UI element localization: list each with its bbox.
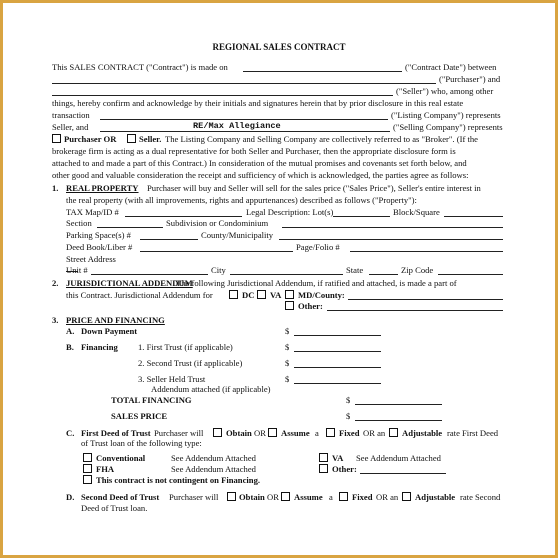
seller-held-trust-addendum: Addendum attached (if applicable): [151, 384, 271, 394]
total-financing-field[interactable]: [355, 404, 442, 405]
second-deed-purchaser-will: Purchaser will: [169, 492, 219, 502]
page-folio-label: Page/Folio #: [296, 242, 340, 252]
md-county-label: MD/County:: [298, 290, 345, 300]
second-trust-field[interactable]: [294, 367, 381, 368]
other-loan-label: Other:: [332, 464, 357, 474]
tax-map-label: TAX Map/ID #: [66, 207, 119, 217]
item-c-label: C.: [66, 428, 75, 438]
item-b-label: B.: [66, 342, 74, 352]
seller-name-field[interactable]: [52, 95, 393, 96]
fha-checkbox[interactable]: [83, 464, 92, 473]
first-deed-loan-type: of Trust loan of the following type:: [81, 438, 202, 448]
selling-company-field[interactable]: [100, 131, 390, 132]
purchaser-checkbox[interactable]: [52, 134, 61, 143]
fha-addendum: See Addendum Attached: [171, 464, 256, 474]
conventional-checkbox[interactable]: [83, 453, 92, 462]
total-financing-label: TOTAL FINANCING: [111, 395, 192, 405]
dc-label: DC: [242, 290, 255, 300]
second-deed-assume-label: Assume: [294, 492, 323, 502]
first-deed-or: OR: [254, 428, 266, 438]
contract-page: [3, 3, 555, 555]
second-deed-or-an: OR an: [376, 492, 399, 502]
va-label: VA: [270, 290, 282, 300]
conventional-addendum: See Addendum Attached: [171, 453, 256, 463]
zip-code-field[interactable]: [438, 274, 503, 275]
intro-line-4: things, hereby confirm and acknowledge by their initials and signatures herein that by prior disclosure in this real estate: [52, 98, 464, 108]
va-loan-label: VA: [332, 453, 344, 463]
city-label: City: [211, 265, 226, 275]
page-title: REGIONAL SALES CONTRACT: [212, 42, 346, 52]
second-deed-assume-checkbox[interactable]: [281, 492, 290, 501]
second-deed-or: OR: [267, 492, 279, 502]
first-deed-adjustable-label: Adjustable: [402, 428, 443, 438]
section-1-heading: REAL PROPERTY: [66, 183, 139, 193]
purchaser-name-field[interactable]: [52, 83, 436, 84]
second-deed-rate: rate Second: [460, 492, 501, 502]
block-square-field[interactable]: [444, 216, 503, 217]
state-label: State: [346, 265, 364, 275]
first-deed-fixed-checkbox[interactable]: [326, 428, 335, 437]
other-jurisdiction-field[interactable]: [327, 310, 503, 311]
second-deed-a: a: [329, 492, 333, 502]
other-loan-field[interactable]: [360, 473, 446, 474]
item-d-label: D.: [66, 492, 75, 502]
county-label: County/Municipality: [201, 230, 274, 240]
seller-held-trust-label: 3. Seller Held Trust: [138, 374, 206, 384]
section-3-number: 3.: [52, 315, 59, 325]
intro-line-5a: transaction: [52, 110, 90, 120]
first-deed-adjustable-checkbox[interactable]: [389, 428, 398, 437]
section-label: Section: [66, 218, 92, 228]
block-square-label: Block/Square: [393, 207, 440, 217]
other-jurisdiction-label: Other:: [298, 301, 323, 311]
not-contingent-label: This contract is not contingent on Financing.: [96, 475, 261, 485]
section-1-text-2: the real property (with all improvements, rights and appurtenances) described as follows ("Property"):: [66, 195, 417, 205]
section-2-text-2: this Contract. Jurisdictional Addendum for: [66, 290, 213, 300]
first-trust-field[interactable]: [294, 351, 381, 352]
intro-line-6a: Seller, and: [52, 122, 89, 132]
va-checkbox[interactable]: [257, 290, 266, 299]
intro-line-10: other good and valuable consideration the receipt and sufficiency of which is acknowledged, the parties agree as follows:: [52, 170, 469, 180]
selling-company-value: RE/Max Allegiance: [193, 121, 281, 131]
subdivision-field[interactable]: [282, 227, 503, 228]
va-loan-checkbox[interactable]: [319, 453, 328, 462]
page-folio-field[interactable]: [350, 251, 503, 252]
conventional-label: Conventional: [96, 453, 146, 463]
first-deed-of-trust-label: First Deed of Trust: [81, 428, 151, 438]
unit-label: Unit #: [66, 265, 88, 275]
intro-line-8: brokerage firm is acting as a dual representative for both Seller and Purchaser, then the appropriate disclosure form is: [52, 146, 456, 156]
intro-line-7: The Listing Company and Selling Company are collectively referred to as "Broker". (If the: [165, 134, 478, 144]
street-address-label: Street Address: [66, 254, 116, 264]
first-trust-label: 1. First Trust (if applicable): [138, 342, 233, 352]
zip-code-label: Zip Code: [401, 265, 434, 275]
dc-checkbox[interactable]: [229, 290, 238, 299]
sales-price-dollar: $: [346, 411, 351, 421]
subdivision-label: Subdivision or Condominium: [166, 218, 269, 228]
lot-field[interactable]: [333, 216, 390, 217]
county-field[interactable]: [279, 239, 503, 240]
first-deed-obtain-checkbox[interactable]: [213, 428, 222, 437]
unit-field[interactable]: [91, 274, 208, 275]
fha-label: FHA: [96, 464, 115, 474]
section-2-text-1: The following Jurisdictional Addendum, if ratified and attached, is made a part of: [176, 278, 457, 288]
seller-held-trust-field[interactable]: [294, 383, 381, 384]
second-trust-label: 2. Second Trust (if applicable): [138, 358, 243, 368]
section-2-number: 2.: [52, 278, 59, 288]
deed-book-label: Deed Book/Liber #: [66, 242, 133, 252]
seller-checkbox[interactable]: [127, 134, 136, 143]
md-county-field[interactable]: [348, 299, 503, 300]
second-deed-fixed-label: Fixed: [352, 492, 373, 502]
down-payment-dollar: $: [285, 326, 290, 336]
second-deed-obtain-checkbox[interactable]: [227, 492, 236, 501]
first-deed-fixed-label: Fixed: [339, 428, 360, 438]
intro-line-6b: ("Selling Company") represents: [393, 122, 503, 132]
second-deed-fixed-checkbox[interactable]: [339, 492, 348, 501]
sales-price-field[interactable]: [355, 420, 442, 421]
city-field[interactable]: [230, 274, 343, 275]
second-deed-loan: Deed of Trust loan.: [81, 503, 148, 513]
second-deed-adjustable-checkbox[interactable]: [402, 492, 411, 501]
md-county-checkbox[interactable]: [285, 290, 294, 299]
down-payment-label: Down Payment: [81, 326, 138, 336]
section-field[interactable]: [97, 227, 163, 228]
seller-option-label: Seller.: [139, 134, 162, 144]
intro-line-3: ("Seller") who, among other: [396, 86, 494, 96]
financing-label: Financing: [81, 342, 118, 352]
first-trust-dollar: $: [285, 342, 290, 352]
intro-line-5b: ("Listing Company") represents: [391, 110, 501, 120]
section-1-text-1: Purchaser will buy and Seller will sell for the sales price ("Sales Price"), Seller's entire interest in: [147, 183, 481, 193]
state-field[interactable]: [369, 274, 398, 275]
legal-description-label: Legal Description: Lot(s): [246, 207, 334, 217]
section-2-heading: JURISDICTIONAL ADDENDUM: [66, 278, 193, 288]
second-deed-of-trust-label: Second Deed of Trust: [81, 492, 160, 502]
parking-space-label: Parking Space(s) #: [66, 230, 131, 240]
first-deed-purchaser-will: Purchaser will: [154, 428, 204, 438]
contract-date-field[interactable]: [243, 71, 402, 72]
not-contingent-checkbox[interactable]: [83, 475, 92, 484]
section-1-number: 1.: [52, 183, 59, 193]
sales-price-label: SALES PRICE: [111, 411, 168, 421]
total-financing-dollar: $: [346, 395, 351, 405]
second-deed-obtain-label: Obtain: [239, 492, 265, 502]
second-trust-dollar: $: [285, 358, 290, 368]
other-loan-checkbox[interactable]: [319, 464, 328, 473]
first-deed-or-an: OR an: [363, 428, 386, 438]
va-loan-addendum: See Addendum Attached: [356, 453, 441, 463]
down-payment-field[interactable]: [294, 335, 381, 336]
second-deed-adjustable-label: Adjustable: [415, 492, 456, 502]
intro-line-9: attached to and made a part of this Contract.) In consideration of the mutual promises and covenants set forth below, and: [52, 158, 467, 168]
intro-line-1a: This SALES CONTRACT ("Contract") is made on: [52, 62, 228, 72]
first-deed-assume-label: Assume: [281, 428, 310, 438]
parking-space-field[interactable]: [140, 239, 198, 240]
item-a-label: A.: [66, 326, 75, 336]
intro-line-2: ("Purchaser") and: [439, 74, 501, 84]
other-jurisdiction-checkbox[interactable]: [285, 301, 294, 310]
first-deed-rate: rate First Deed: [447, 428, 499, 438]
first-deed-a: a: [315, 428, 319, 438]
seller-held-trust-dollar: $: [285, 374, 290, 384]
tax-map-field[interactable]: [125, 216, 242, 217]
purchaser-option-label: Purchaser OR: [64, 134, 117, 144]
first-deed-obtain-label: Obtain: [226, 428, 252, 438]
section-3-heading: PRICE AND FINANCING: [66, 315, 165, 325]
deed-book-field[interactable]: [140, 251, 293, 252]
first-deed-assume-checkbox[interactable]: [268, 428, 277, 437]
listing-company-field[interactable]: [100, 119, 388, 120]
intro-line-1b: ("Contract Date") between: [405, 62, 497, 72]
